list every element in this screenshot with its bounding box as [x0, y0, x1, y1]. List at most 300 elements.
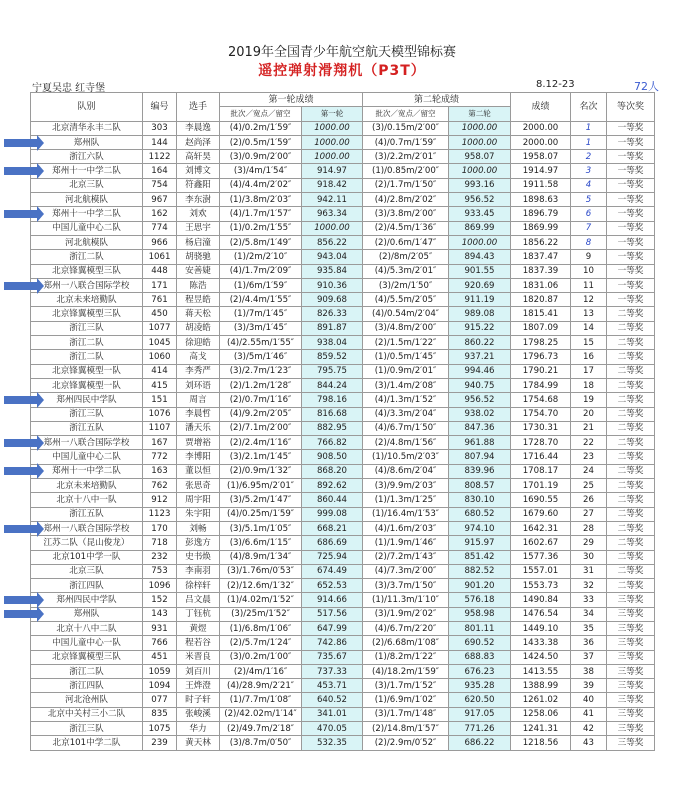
- award-cell: 二等奖: [607, 307, 655, 321]
- arrow-marker-icon: [4, 610, 38, 618]
- num-cell: 754: [143, 178, 177, 192]
- round1-score-cell: 892.62: [302, 479, 363, 493]
- player-cell: 蒋天松: [177, 307, 220, 321]
- total-cell: 1261.02: [511, 693, 571, 707]
- table-row: [31, 150, 655, 164]
- num-cell: 303: [143, 121, 177, 135]
- num-cell: 1059: [143, 664, 177, 678]
- rank-cell: 31: [571, 564, 607, 578]
- round1-score-cell: 735.67: [302, 650, 363, 664]
- num-cell: 966: [143, 235, 177, 249]
- num-cell: 1107: [143, 421, 177, 435]
- award-cell: 一等奖: [607, 221, 655, 235]
- round1-score-cell: 909.68: [302, 293, 363, 307]
- table-row: [31, 164, 655, 178]
- table-row: [31, 607, 655, 621]
- total-cell: 1218.56: [511, 736, 571, 750]
- round2-detail-cell: (1)/10.5m/2′03″: [363, 450, 449, 464]
- rank-cell: 25: [571, 479, 607, 493]
- round2-score-cell: 974.10: [449, 521, 511, 535]
- rank-cell: 36: [571, 636, 607, 650]
- header-r2-detail: 批次／宽点／留空: [363, 107, 449, 121]
- round1-score-cell: 795.75: [302, 364, 363, 378]
- round2-score-cell: 690.52: [449, 636, 511, 650]
- num-cell: 1122: [143, 150, 177, 164]
- rank-cell: 5: [571, 193, 607, 207]
- team-cell: 北京三队: [31, 178, 143, 192]
- round1-detail-cell: (3)/5.2m/1′47″: [220, 493, 302, 507]
- table-row: [31, 636, 655, 650]
- round2-detail-cell: (1)/1.3m/1′25″: [363, 493, 449, 507]
- player-cell: 王思宇: [177, 221, 220, 235]
- round2-detail-cell: (1)/1.9m/1′46″: [363, 536, 449, 550]
- round1-score-cell: 532.35: [302, 736, 363, 750]
- round2-score-cell: 938.02: [449, 407, 511, 421]
- num-cell: 162: [143, 207, 177, 221]
- award-cell: 一等奖: [607, 293, 655, 307]
- player-cell: 杨启潼: [177, 235, 220, 249]
- round2-score-cell: 917.05: [449, 707, 511, 721]
- round2-score-cell: 911.19: [449, 293, 511, 307]
- round2-score-cell: 1000.00: [449, 135, 511, 149]
- round2-detail-cell: (2)/6.68m/1′08″: [363, 636, 449, 650]
- round2-score-cell: 958.07: [449, 150, 511, 164]
- table-row: [31, 121, 655, 135]
- round2-score-cell: 958.98: [449, 607, 511, 621]
- round1-detail-cell: (4)/0.25m/1′59″: [220, 507, 302, 521]
- table-row: [31, 307, 655, 321]
- total-cell: 1701.19: [511, 479, 571, 493]
- header-total: 成绩: [511, 93, 571, 122]
- round2-score-cell: 869.99: [449, 221, 511, 235]
- round1-score-cell: 999.08: [302, 507, 363, 521]
- round2-detail-cell: (3)/0.15m/2′00″: [363, 121, 449, 135]
- header-rank: 名次: [571, 93, 607, 122]
- rank-cell: 33: [571, 593, 607, 607]
- player-cell: 黄天林: [177, 736, 220, 750]
- rank-cell: 30: [571, 550, 607, 564]
- round2-score-cell: 686.22: [449, 736, 511, 750]
- player-cell: 刘博文: [177, 164, 220, 178]
- award-cell: 一等奖: [607, 264, 655, 278]
- round2-score-cell: 956.52: [449, 193, 511, 207]
- player-cell: 李晨逸: [177, 121, 220, 135]
- round2-score-cell: 933.45: [449, 207, 511, 221]
- round1-score-cell: 640.52: [302, 693, 363, 707]
- round1-detail-cell: (1)/7m/1′45″: [220, 307, 302, 321]
- round1-detail-cell: (3)/0.2m/1′00″: [220, 650, 302, 664]
- num-cell: 151: [143, 393, 177, 407]
- round2-score-cell: 956.52: [449, 393, 511, 407]
- rank-cell: 42: [571, 722, 607, 736]
- round1-detail-cell: (1)/2m/2′10″: [220, 250, 302, 264]
- round2-score-cell: 915.97: [449, 536, 511, 550]
- round1-score-cell: 1000.00: [302, 135, 363, 149]
- round1-detail-cell: (3)/2.1m/1′45″: [220, 450, 302, 464]
- total-cell: 1869.99: [511, 221, 571, 235]
- round2-score-cell: 882.52: [449, 564, 511, 578]
- round1-score-cell: 470.05: [302, 722, 363, 736]
- rank-cell: 15: [571, 336, 607, 350]
- round2-detail-cell: (2)/2.9m/0′52″: [363, 736, 449, 750]
- total-cell: 1642.31: [511, 521, 571, 535]
- round2-detail-cell: (2)/14.8m/1′57″: [363, 722, 449, 736]
- round2-detail-cell: (4)/5.3m/2′01″: [363, 264, 449, 278]
- num-cell: 931: [143, 621, 177, 635]
- round1-detail-cell: (2)/49.7m/2′18″: [220, 722, 302, 736]
- rank-cell: 7: [571, 221, 607, 235]
- total-cell: 1433.38: [511, 636, 571, 650]
- arrow-marker-icon: [4, 396, 38, 404]
- player-cell: 胡凌皓: [177, 321, 220, 335]
- num-cell: 1077: [143, 321, 177, 335]
- round1-detail-cell: (3)/3m/1′45″: [220, 321, 302, 335]
- team-cell: 北京锋翼模型一队: [31, 364, 143, 378]
- round2-detail-cell: (2)/0.6m/1′47″: [363, 235, 449, 249]
- award-cell: 二等奖: [607, 507, 655, 521]
- total-cell: 1690.55: [511, 493, 571, 507]
- rank-cell: 40: [571, 693, 607, 707]
- table-row: [31, 464, 655, 478]
- award-cell: 一等奖: [607, 235, 655, 249]
- round2-detail-cell: (3)/1.7m/1′52″: [363, 679, 449, 693]
- round1-score-cell: 943.04: [302, 250, 363, 264]
- round1-score-cell: 816.68: [302, 407, 363, 421]
- num-cell: 1076: [143, 407, 177, 421]
- table-row: [31, 336, 655, 350]
- results-table: [30, 92, 655, 751]
- num-cell: 1123: [143, 507, 177, 521]
- num-cell: 835: [143, 707, 177, 721]
- header-round1: 第一轮成绩: [220, 93, 363, 107]
- total-cell: 1914.97: [511, 164, 571, 178]
- rank-cell: 11: [571, 278, 607, 292]
- player-cell: 刘百川: [177, 664, 220, 678]
- round1-score-cell: 686.69: [302, 536, 363, 550]
- team-cell: 北京锋翼模型三队: [31, 650, 143, 664]
- round2-score-cell: 839.96: [449, 464, 511, 478]
- round2-detail-cell: (3)/3.7m/1′50″: [363, 579, 449, 593]
- arrow-marker-icon: [4, 167, 38, 175]
- event-subtitle: 遥控弹射滑翔机（P3T）: [258, 63, 426, 79]
- award-cell: 二等奖: [607, 364, 655, 378]
- round2-score-cell: 1000.00: [449, 164, 511, 178]
- table-row: [31, 278, 655, 292]
- round2-detail-cell: (4)/1.3m/1′52″: [363, 393, 449, 407]
- player-cell: 程若谷: [177, 636, 220, 650]
- round1-score-cell: 882.95: [302, 421, 363, 435]
- award-cell: 三等奖: [607, 693, 655, 707]
- table-row: [31, 722, 655, 736]
- award-cell: 二等奖: [607, 436, 655, 450]
- total-cell: 1553.73: [511, 579, 571, 593]
- num-cell: 163: [143, 464, 177, 478]
- table-row: [31, 493, 655, 507]
- table-row: [31, 693, 655, 707]
- round1-detail-cell: (3)/2.7m/1′23″: [220, 364, 302, 378]
- team-cell: 浙江二队: [31, 336, 143, 350]
- total-cell: 1784.99: [511, 378, 571, 392]
- round1-detail-cell: (2)/4m/1′16″: [220, 664, 302, 678]
- rank-cell: 21: [571, 421, 607, 435]
- award-cell: 三等奖: [607, 736, 655, 750]
- award-cell: 三等奖: [607, 679, 655, 693]
- team-cell: 郑州一八联合国际学校: [31, 436, 143, 450]
- round1-detail-cell: (4)/1.7m/2′09″: [220, 264, 302, 278]
- round2-score-cell: 847.36: [449, 421, 511, 435]
- round2-score-cell: 920.69: [449, 278, 511, 292]
- total-cell: 1449.10: [511, 621, 571, 635]
- round1-score-cell: 517.56: [302, 607, 363, 621]
- award-cell: 一等奖: [607, 150, 655, 164]
- total-cell: 1958.07: [511, 150, 571, 164]
- num-cell: 1096: [143, 579, 177, 593]
- total-cell: 1708.17: [511, 464, 571, 478]
- round2-score-cell: 808.57: [449, 479, 511, 493]
- rank-cell: 13: [571, 307, 607, 321]
- arrow-marker-icon: [4, 282, 38, 290]
- rank-cell: 10: [571, 264, 607, 278]
- round1-score-cell: 935.84: [302, 264, 363, 278]
- round1-score-cell: 963.34: [302, 207, 363, 221]
- num-cell: 450: [143, 307, 177, 321]
- round2-score-cell: 807.94: [449, 450, 511, 464]
- player-cell: 张思奇: [177, 479, 220, 493]
- round2-detail-cell: (1)/8.2m/1′22″: [363, 650, 449, 664]
- table-row: [31, 293, 655, 307]
- team-cell: 浙江二队: [31, 350, 143, 364]
- num-cell: 1060: [143, 350, 177, 364]
- num-cell: 414: [143, 364, 177, 378]
- num-cell: 232: [143, 550, 177, 564]
- round2-score-cell: 961.88: [449, 436, 511, 450]
- total-cell: 1754.68: [511, 393, 571, 407]
- award-cell: 三等奖: [607, 636, 655, 650]
- header-team: 队别: [31, 93, 143, 122]
- round1-detail-cell: (1)/3.8m/2′03″: [220, 193, 302, 207]
- award-cell: 三等奖: [607, 621, 655, 635]
- round2-score-cell: 937.21: [449, 350, 511, 364]
- round1-detail-cell: (4)/28.9m/2′21″: [220, 679, 302, 693]
- team-cell: 江苏二队（昆山俊龙）: [31, 536, 143, 550]
- table-row: [31, 479, 655, 493]
- round2-detail-cell: (4)/0.54m/2′04″: [363, 307, 449, 321]
- round1-detail-cell: (1)/7.7m/1′08″: [220, 693, 302, 707]
- total-cell: 1790.21: [511, 364, 571, 378]
- round1-detail-cell: (2)/5.7m/1′24″: [220, 636, 302, 650]
- round1-detail-cell: (1)/0.2m/1′55″: [220, 221, 302, 235]
- total-cell: 1728.70: [511, 436, 571, 450]
- venue-label: 宁夏吴忠 红寺堡: [32, 83, 106, 94]
- num-cell: 167: [143, 436, 177, 450]
- rank-cell: 23: [571, 450, 607, 464]
- award-cell: 三等奖: [607, 607, 655, 621]
- rank-cell: 19: [571, 393, 607, 407]
- round1-detail-cell: (2)/42.02m/1′14″: [220, 707, 302, 721]
- round2-score-cell: 860.22: [449, 336, 511, 350]
- team-cell: 郑州四民中学队: [31, 593, 143, 607]
- team-cell: 浙江六队: [31, 150, 143, 164]
- header-r1-detail: 批次／宽点／留空: [220, 107, 302, 121]
- round1-detail-cell: (2)/1.2m/1′28″: [220, 378, 302, 392]
- player-cell: 李秀严: [177, 364, 220, 378]
- round1-score-cell: 1000.00: [302, 150, 363, 164]
- table-row: [31, 235, 655, 249]
- team-cell: 浙江五队: [31, 421, 143, 435]
- num-cell: 152: [143, 593, 177, 607]
- rank-cell: 37: [571, 650, 607, 664]
- round1-score-cell: 856.22: [302, 235, 363, 249]
- player-cell: 陈浩: [177, 278, 220, 292]
- round1-score-cell: 868.20: [302, 464, 363, 478]
- player-cell: 潘天乐: [177, 421, 220, 435]
- player-cell: 符鑫阳: [177, 178, 220, 192]
- player-cell: 米晋良: [177, 650, 220, 664]
- num-cell: 143: [143, 607, 177, 621]
- player-cell: 李博阳: [177, 450, 220, 464]
- table-row: [31, 550, 655, 564]
- player-cell: 赵尚泽: [177, 135, 220, 149]
- round2-detail-cell: (4)/1.6m/2′03″: [363, 521, 449, 535]
- num-cell: 077: [143, 693, 177, 707]
- player-cell: 徐迎皓: [177, 336, 220, 350]
- player-cell: 董以恒: [177, 464, 220, 478]
- team-cell: 郑州十一中学二队: [31, 464, 143, 478]
- rank-cell: 27: [571, 507, 607, 521]
- total-cell: 1831.06: [511, 278, 571, 292]
- rank-cell: 1: [571, 121, 607, 135]
- table-row: [31, 621, 655, 635]
- award-cell: 二等奖: [607, 407, 655, 421]
- total-cell: 1716.44: [511, 450, 571, 464]
- player-cell: 程昱皓: [177, 293, 220, 307]
- round2-score-cell: 901.20: [449, 579, 511, 593]
- arrow-marker-icon: [4, 439, 38, 447]
- player-cell: 彭逸方: [177, 536, 220, 550]
- team-cell: 郑州十一中学二队: [31, 164, 143, 178]
- table-row: [31, 736, 655, 750]
- total-cell: 1258.06: [511, 707, 571, 721]
- rank-cell: 41: [571, 707, 607, 721]
- total-cell: 1557.01: [511, 564, 571, 578]
- total-cell: 1754.70: [511, 407, 571, 421]
- table-row: [31, 421, 655, 435]
- rank-cell: 29: [571, 536, 607, 550]
- rank-cell: 18: [571, 378, 607, 392]
- round1-detail-cell: (4)/8.9m/1′34″: [220, 550, 302, 564]
- round1-detail-cell: (4)/0.2m/1′59″: [220, 121, 302, 135]
- round2-detail-cell: (2)/8m/2′05″: [363, 250, 449, 264]
- round1-detail-cell: (1)/6.95m/2′01″: [220, 479, 302, 493]
- round1-detail-cell: (2)/0.7m/1′16″: [220, 393, 302, 407]
- header-player: 选手: [177, 93, 220, 122]
- table-row: [31, 264, 655, 278]
- player-cell: 时子轩: [177, 693, 220, 707]
- rank-cell: 2: [571, 150, 607, 164]
- rank-cell: 8: [571, 235, 607, 249]
- table-row: [31, 536, 655, 550]
- player-cell: 吕文晨: [177, 593, 220, 607]
- num-cell: 164: [143, 164, 177, 178]
- rank-cell: 22: [571, 436, 607, 450]
- team-cell: 北京锋翼模型一队: [31, 378, 143, 392]
- team-cell: 北京清华永丰二队: [31, 121, 143, 135]
- round2-score-cell: 1000.00: [449, 235, 511, 249]
- award-cell: 二等奖: [607, 378, 655, 392]
- player-cell: 丁钰杭: [177, 607, 220, 621]
- rank-cell: 14: [571, 321, 607, 335]
- team-cell: 北京101中学一队: [31, 550, 143, 564]
- round1-score-cell: 453.71: [302, 679, 363, 693]
- team-cell: 北京101中学二队: [31, 736, 143, 750]
- arrow-marker-icon: [4, 525, 38, 533]
- team-cell: 北京未来培勤队: [31, 293, 143, 307]
- round1-detail-cell: (2)/12.6m/1′32″: [220, 579, 302, 593]
- round2-detail-cell: (1)/0.85m/2′00″: [363, 164, 449, 178]
- round1-score-cell: 674.49: [302, 564, 363, 578]
- round2-detail-cell: (1)/0.9m/2′01″: [363, 364, 449, 378]
- award-cell: 一等奖: [607, 135, 655, 149]
- header-r2-score: 第二轮: [449, 107, 511, 121]
- award-cell: 三等奖: [607, 707, 655, 721]
- rank-cell: 43: [571, 736, 607, 750]
- total-cell: 2000.00: [511, 135, 571, 149]
- num-cell: 762: [143, 479, 177, 493]
- round1-score-cell: 826.33: [302, 307, 363, 321]
- rank-cell: 28: [571, 521, 607, 535]
- round1-score-cell: 860.44: [302, 493, 363, 507]
- num-cell: 772: [143, 450, 177, 464]
- round1-score-cell: 918.42: [302, 178, 363, 192]
- round2-detail-cell: (4)/8.6m/2′04″: [363, 464, 449, 478]
- award-cell: 二等奖: [607, 579, 655, 593]
- rank-cell: 6: [571, 207, 607, 221]
- round1-detail-cell: (1)/6.8m/1′06″: [220, 621, 302, 635]
- total-cell: 1837.47: [511, 250, 571, 264]
- round2-detail-cell: (4)/6.7m/1′50″: [363, 421, 449, 435]
- round2-score-cell: 801.11: [449, 621, 511, 635]
- round2-detail-cell: (4)/6.7m/2′20″: [363, 621, 449, 635]
- results-body: [31, 121, 655, 750]
- round2-detail-cell: (1)/6.9m/1′02″: [363, 693, 449, 707]
- team-cell: 浙江二队: [31, 250, 143, 264]
- participant-count: 72人: [634, 80, 659, 93]
- player-cell: 王烨澄: [177, 679, 220, 693]
- award-cell: 二等奖: [607, 479, 655, 493]
- arrow-marker-icon: [4, 596, 38, 604]
- round2-score-cell: 915.22: [449, 321, 511, 335]
- round1-score-cell: 341.01: [302, 707, 363, 721]
- total-cell: 2000.00: [511, 121, 571, 135]
- player-cell: 高戈: [177, 350, 220, 364]
- round2-detail-cell: (4)/18.2m/1′59″: [363, 664, 449, 678]
- team-cell: 北京三队: [31, 564, 143, 578]
- num-cell: 753: [143, 564, 177, 578]
- award-cell: 二等奖: [607, 393, 655, 407]
- round2-score-cell: 993.16: [449, 178, 511, 192]
- player-cell: 高轩昊: [177, 150, 220, 164]
- total-cell: 1476.54: [511, 607, 571, 621]
- team-cell: 浙江三队: [31, 321, 143, 335]
- round1-score-cell: 742.86: [302, 636, 363, 650]
- table-row: [31, 593, 655, 607]
- team-cell: 郑州队: [31, 607, 143, 621]
- num-cell: 774: [143, 221, 177, 235]
- total-cell: 1679.60: [511, 507, 571, 521]
- table-row: [31, 707, 655, 721]
- round1-detail-cell: (3)/4m/1′54″: [220, 164, 302, 178]
- rank-cell: 16: [571, 350, 607, 364]
